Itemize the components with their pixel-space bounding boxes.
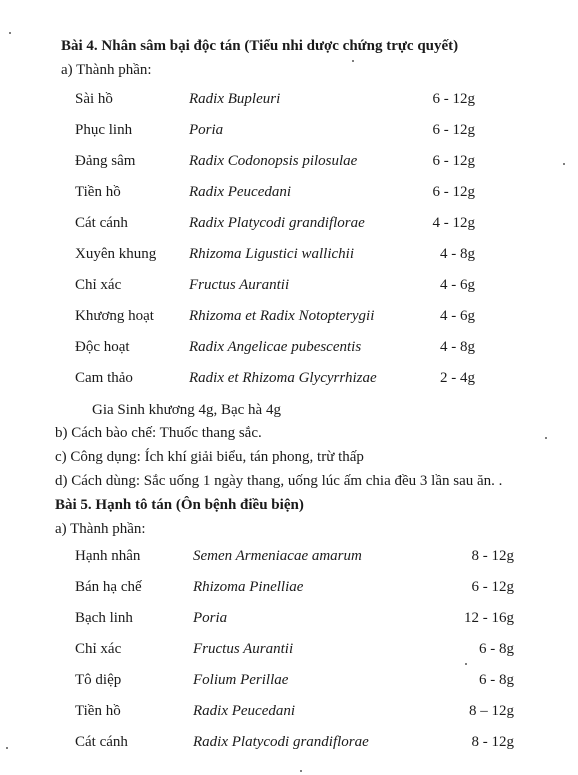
ingredient-name: Tiền hồ [75,184,121,200]
lesson4-usage: d) Cách dùng: Sắc uống 1 ngày thang, uống lúc ấm chia đều 3 lần sau ăn. . [55,473,503,489]
ingredient-latin: Rhizoma et Radix Notopterygii [189,308,375,324]
ingredient-row [0,734,578,754]
ingredient-latin: Poria [193,610,228,626]
ingredient-row [0,548,578,568]
ingredient-dose: 12 - 16g [464,610,514,626]
ingredient-latin: Fructus Aurantii [189,277,290,293]
ingredient-latin: Radix Platycodi grandiflorae [193,734,369,750]
ingredient-dose: 6 - 12g [432,91,475,107]
ingredient-name: Bạch linh [75,610,133,626]
scan-speck [545,437,547,439]
ingredient-name: Sài hồ [75,91,113,107]
ingredient-dose: 4 - 6g [440,277,475,293]
ingredient-row [0,579,578,599]
lesson4-effects: c) Công dụng: Ích khí giải biểu, tán phong, trừ thấp [55,449,364,465]
ingredient-latin: Semen Armeniacae amarum [193,548,362,564]
lesson5-ingredients-heading: a) Thành phần: [55,521,146,537]
ingredient-latin: Radix Peucedani [189,184,292,200]
ingredient-dose: 6 - 12g [432,122,475,138]
ingredient-row [0,153,578,173]
ingredient-dose: 8 - 12g [471,734,514,750]
ingredient-latin: Poria [189,122,224,138]
scan-speck [6,747,8,749]
ingredient-row [0,339,578,359]
ingredient-name: Bán hạ chế [75,579,142,595]
lesson4-preparation: b) Cách bào chế: Thuốc thang sắc. [55,425,262,441]
ingredient-latin: Fructus Aurantii [193,641,294,657]
ingredient-name: Độc hoạt [75,339,130,355]
ingredient-name: Tô diệp [75,672,122,688]
ingredient-row [0,246,578,266]
ingredient-latin: Radix Peucedani [193,703,296,719]
lesson4-ingredients-heading: a) Thành phần: [61,62,152,78]
ingredient-latin: Rhizoma Pinelliae [193,579,304,595]
ingredient-dose: 4 - 6g [440,308,475,324]
ingredient-latin: Radix et Rhizoma Glycyrrhizae [189,370,377,386]
ingredient-name: Cát cánh [75,215,128,231]
scan-speck [9,32,11,34]
ingredient-latin: Radix Codonopsis pilosulae [189,153,358,169]
ingredient-name: Xuyên khung [75,246,157,262]
ingredient-row [0,308,578,328]
ingredient-row [0,610,578,630]
ingredient-dose: 6 - 12g [432,184,475,200]
ingredient-name: Hạnh nhân [75,548,141,564]
ingredient-name: Cam thảo [75,370,133,386]
ingredient-latin: Rhizoma Ligustici wallichii [189,246,355,262]
ingredient-latin: Folium Perillae [193,672,289,688]
lesson4-title: Bài 4. Nhân sâm bại độc tán (Tiểu nhi dược chứng trực quyết) [61,38,459,54]
ingredient-name: Tiền hồ [75,703,121,719]
scan-speck [300,770,302,772]
ingredient-dose: 6 - 12g [471,579,514,595]
ingredient-latin: Radix Bupleuri [189,91,281,107]
ingredient-row [0,184,578,204]
ingredient-dose: 4 - 12g [432,215,475,231]
ingredient-dose: 4 - 8g [440,339,475,355]
ingredient-name: Khương hoạt [75,308,154,324]
ingredient-dose: 8 – 12g [469,703,514,719]
ingredient-name: Chỉ xác [75,277,122,293]
ingredient-dose: 6 - 12g [432,153,475,169]
lesson5-title: Bài 5. Hạnh tô tán (Ôn bệnh điều biện) [55,497,304,513]
ingredient-row [0,641,578,661]
ingredient-name: Phục linh [75,122,133,138]
ingredient-dose: 4 - 8g [440,246,475,262]
ingredient-latin: Radix Platycodi grandiflorae [189,215,365,231]
ingredient-dose: 8 - 12g [471,548,514,564]
lesson4-addition: Gia Sinh khương 4g, Bạc hà 4g [92,402,281,418]
ingredient-latin: Radix Angelicae pubescentis [189,339,362,355]
ingredient-name: Chỉ xác [75,641,122,657]
ingredient-dose: 2 - 4g [440,370,475,386]
ingredient-row [0,277,578,297]
ingredient-row [0,703,578,723]
ingredient-row [0,215,578,235]
scan-speck [563,163,565,165]
ingredient-dose: 6 - 8g [479,672,514,688]
scan-speck [465,663,467,665]
ingredient-row [0,370,578,390]
ingredient-row [0,122,578,142]
ingredient-name: Đảng sâm [75,153,136,169]
scan-speck [352,60,354,62]
ingredient-row [0,91,578,111]
ingredient-name: Cát cánh [75,734,128,750]
ingredient-row [0,672,578,692]
ingredient-dose: 6 - 8g [479,641,514,657]
